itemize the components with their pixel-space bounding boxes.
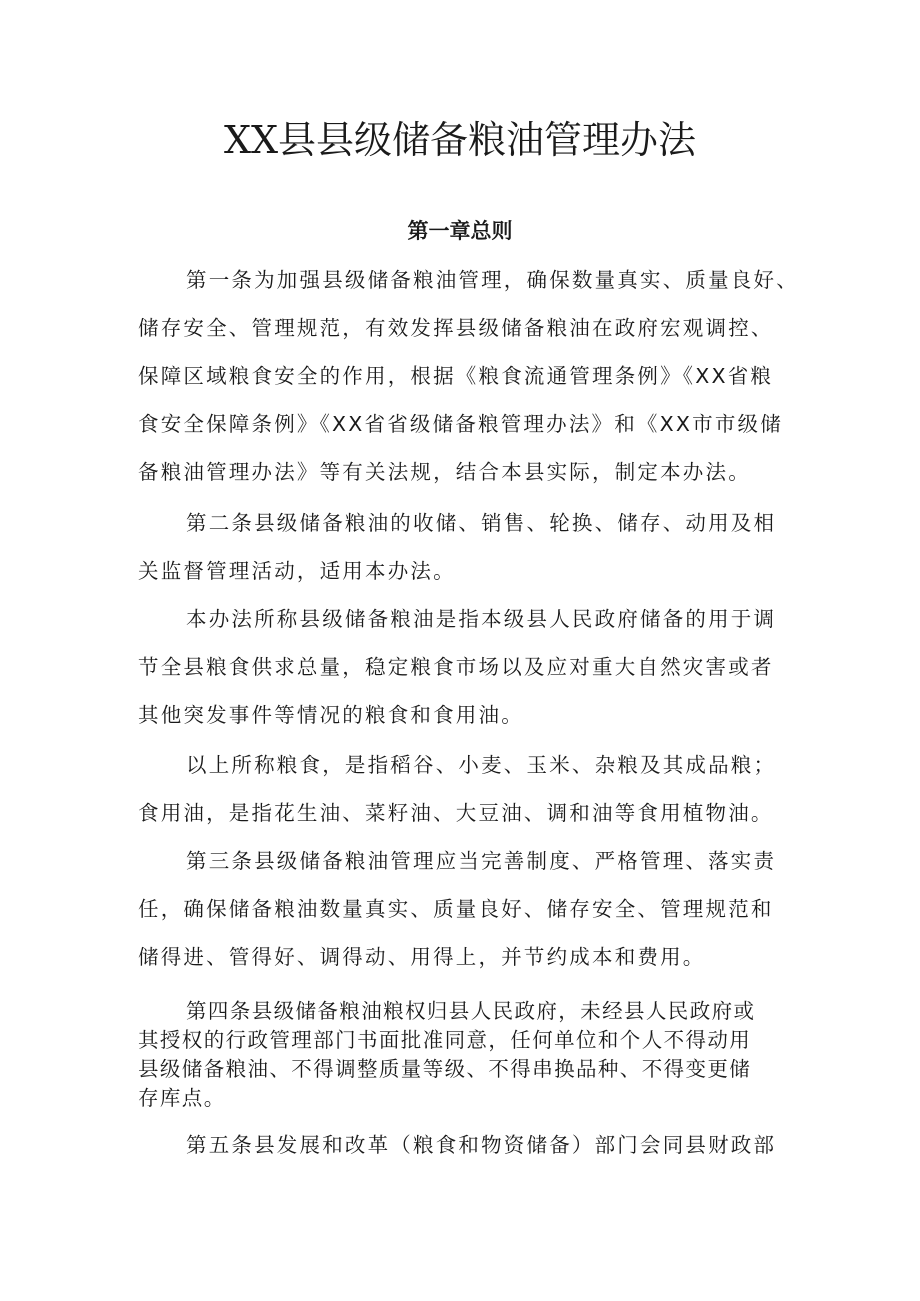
chapter-heading: 第一章总则: [407, 219, 513, 243]
article-1-line-1: 第一条为加强县级储备粮油管理，确保数量真实、质量良好、: [186, 268, 799, 292]
article-4-line-2: 其授权的行政管理部门书面批准同意，任何单位和个人不得动用: [138, 1028, 752, 1052]
scope-line-2: 食用油，是指花生油、菜籽油、大豆油、调和油等食用植物油。: [138, 801, 774, 825]
article-1-line-3: 保障区域粮食安全的作用，根据《粮食流通管理条例》《XX省粮: [138, 364, 774, 388]
definition-line-3: 其他突发事件等情况的粮食和食用油。: [138, 703, 524, 727]
article-4-line-3: 县级储备粮油、不得调整质量等级、不得串换品种、不得变更储: [138, 1057, 752, 1081]
article-2-line-1: 第二条县级储备粮油的收储、销售、轮换、储存、动用及相: [186, 511, 777, 535]
article-3-line-1: 第三条县级储备粮油管理应当完善制度、严格管理、落实责: [186, 849, 777, 873]
article-1-line-4: 食安全保障条例》《XX省省级储备粮管理办法》和《XX市市级储: [138, 412, 783, 436]
article-5-line-1: 第五条县发展和改革（粮食和物资储备）部门会同县财政部: [186, 1133, 777, 1157]
article-2-line-2: 关监督管理活动，适用本办法。: [138, 559, 456, 583]
scope-line-1: 以上所称粮食，是指稻谷、小麦、玉米、杂粮及其成品粮；: [186, 753, 777, 777]
article-4-line-4: 存库点。: [138, 1086, 226, 1110]
definition-line-2: 节全县粮食供求总量，稳定粮食市场以及应对重大自然灾害或者: [138, 655, 774, 679]
article-3-line-3: 储得进、管得好、调得动、用得上，并节约成本和费用。: [138, 945, 706, 969]
article-1-line-5: 备粮油管理办法》等有关法规，结合本县实际，制定本办法。: [138, 460, 751, 484]
article-3-line-2: 任，确保储备粮油数量真实、质量良好、储存安全、管理规范和: [138, 897, 774, 921]
article-1-line-2: 储存安全、管理规范，有效发挥县级储备粮油在政府宏观调控、: [138, 316, 774, 340]
article-4-line-1: 第四条县级储备粮油粮权归县人民政府，未经县人民政府或: [186, 999, 756, 1023]
document-title: XX县县级储备粮油管理办法: [223, 118, 697, 162]
definition-line-1: 本办法所称县级储备粮油是指本级县人民政府储备的用于调: [186, 607, 777, 631]
